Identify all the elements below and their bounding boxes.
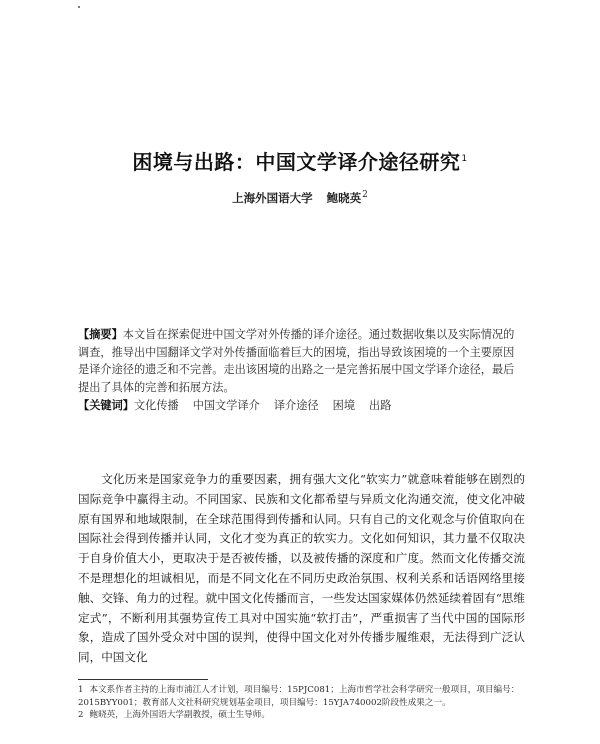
footnote-2: [78, 709, 528, 722]
article-title-text: 困境与出路：中国文学译介途径研究: [132, 150, 461, 174]
keyword: 译介途径: [273, 399, 319, 412]
abstract: [78, 326, 524, 396]
footnote-line: 本文系作者主持的上海市浦江人才计划，项目编号：15PJC081；上海市哲学社会科学研究一般项目，项目编号：: [89, 685, 520, 695]
keywords: [78, 397, 524, 413]
author-name: 鲍晓英: [326, 191, 362, 205]
keyword: 出路: [369, 399, 392, 412]
abstract-text: 本文旨在探索促进中国文学对外传播的译介途径。通过数据收集以及实际情况的调查，推导出中国翻译文学对外传播面临着巨大的困境，指出导致该困境的一个主要原因是译介途径的遗乏和不完善。走出该困境的出路之一是完善拓展中国文学译介途径，最后提出了具体的完善和拓展方法。: [78, 328, 515, 394]
article-title: [0, 146, 600, 175]
author-footnote-mark: 2: [362, 190, 368, 201]
keyword: 文化传播: [133, 399, 179, 412]
footnote-number: 1: [78, 685, 84, 695]
body-text: [78, 470, 525, 668]
scan-speck: [78, 6, 80, 8]
keyword: 困境: [332, 399, 356, 412]
footnotes: [78, 684, 528, 722]
footnote-1-continued: [78, 697, 528, 710]
body-paragraph: 文化历来是国家竞争力的重要因素，拥有强大文化“软实力”就意味着能够在剧烈的国际竞争中赢得主动。不同国家、民族和文化都希望与异质文化沟通交流，使文化冲破原有国界和地域限制，在全球范围得到传播和认同。只有自己的文化观念与价值取向在国际社会得到传播并认同，文化才变为真正的软实力。文化如何知识，其力量不仅取决于自身价值大小，更取决于是否被传播，以及被传播的深度和广度。然而文化传播交流不是理想化的坦诚相见，而是不同文化在不同历史政治氛围、权利关系和话语网络里接触、交锋、角力的过程。就中国文化传播而言，一些发达国家媒体仍然延续着固有“思维定式”，不断利用其强势宣传工具对中国实施“软打击”，严重损害了当代中国的国际形象，造成了国外受众对中国的误判，使得中国文化对外传播步履维艰，无法得到广泛认同，中国文化: [78, 472, 525, 665]
abstract-label: 【摘要】: [78, 327, 123, 341]
keywords-label: 【关键词】: [78, 398, 134, 412]
author-line: [0, 190, 600, 206]
footnote-line: 2015BYY001；教育部人文社科研究规划基金项目，项目编号：15YJA740002阶段性成果之一。: [78, 697, 451, 708]
keyword: 中国文学译介: [192, 399, 260, 412]
title-footnote-mark: 1: [461, 154, 468, 165]
footnote-line: 鲍晓英，上海外国语大学副教授，硕士生导师。: [89, 710, 270, 721]
footnote-divider: [78, 679, 208, 680]
footnote-number: 2: [78, 710, 84, 721]
affiliation: 上海外国语大学: [232, 191, 313, 205]
footnote-1: [78, 684, 528, 697]
